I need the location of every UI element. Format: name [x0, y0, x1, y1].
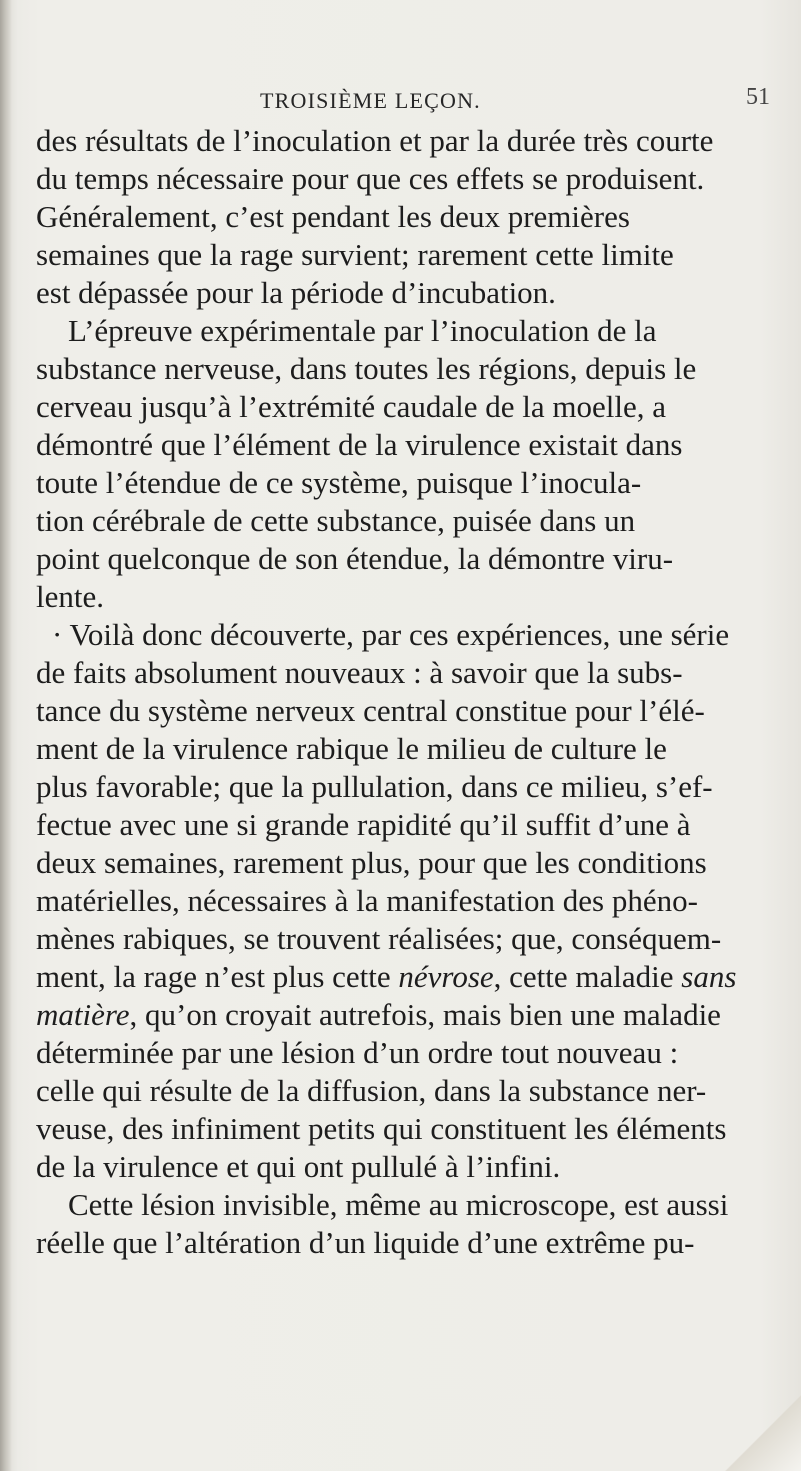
text-line: lente.: [36, 579, 104, 614]
text-line: du temps nécessaire pour que ces effets se produisent.: [36, 161, 705, 196]
page-number: 51: [746, 84, 770, 110]
text-line: de la virulence et qui ont pullulé à l’infini.: [36, 1149, 561, 1184]
text-line: · Voilà donc découverte, par ces expériences, une série: [52, 617, 730, 652]
text-line: L’épreuve expérimentale par l’inoculation de la: [68, 313, 657, 348]
text-line: toute l’étendue de ce système, puisque l’inocula-: [36, 465, 642, 500]
text-line: est dépassée pour la période d’incubation.: [36, 275, 556, 310]
text-line: matérielles, nécessaires à la manifestation des phéno-: [36, 883, 698, 918]
text-line: démontré que l’élément de la virulence existait dans: [36, 427, 683, 462]
text-line: cerveau jusqu’à l’extrémité caudale de la moelle, a: [36, 389, 667, 424]
body-text: [0, 122, 801, 1422]
text-line: deux semaines, rarement plus, pour que les conditions: [36, 845, 707, 880]
text-line: substance nerveuse, dans toutes les régions, depuis le: [36, 351, 697, 386]
text-line: des résultats de l’inoculation et par la durée très courte: [36, 123, 714, 158]
text-line: mènes rabiques, se trouvent réalisées; que, conséquem-: [36, 921, 722, 956]
text-line: point quelconque de son étendue, la démontre viru-: [36, 541, 674, 576]
text-line: plus favorable; que la pullulation, dans ce milieu, s’ef-: [36, 769, 713, 804]
page-corner-shadow: [721, 1381, 801, 1471]
text-line: veuse, des infiniment petits qui constituent les éléments: [36, 1111, 727, 1146]
text-line: [36, 996, 778, 1034]
text-run: ment, la rage n’est plus cette: [36, 959, 399, 994]
text-line: déterminée par une lésion d’un ordre tout nouveau :: [36, 1035, 679, 1070]
text-line: ment de la virulence rabique le milieu de culture le: [36, 731, 667, 766]
text-line: tion cérébrale de cette substance, puisée dans un: [36, 503, 636, 538]
text-line: [36, 958, 778, 996]
text-line: fectue avec une si grande rapidité qu’il suffit d’une à: [36, 807, 691, 842]
text-line: Cette lésion invisible, même au microscope, est aussi: [68, 1187, 729, 1222]
running-head: TROISIÈME LEÇON.: [260, 88, 481, 113]
text-line: semaines que la rage survient; rarement cette limite: [36, 237, 674, 272]
page-header: [0, 84, 801, 118]
text-line: réelle que l’altération d’un liquide d’une extrême pu-: [36, 1225, 695, 1260]
italic-text: matière: [36, 997, 130, 1032]
text-line: tance du système nerveux central constitue pour l’élé-: [36, 693, 705, 728]
text-run: , cette maladie: [493, 959, 682, 994]
text-line: de faits absolument nouveaux : à savoir que la subs-: [36, 655, 683, 690]
italic-text: sans: [681, 959, 737, 994]
text-line: Généralement, c’est pendant les deux premières: [36, 199, 630, 234]
text-run: , qu’on croyait autrefois, mais bien une maladie: [129, 997, 721, 1032]
text-line: celle qui résulte de la diffusion, dans la substance ner-: [36, 1073, 707, 1108]
italic-text: névrose: [398, 959, 494, 994]
